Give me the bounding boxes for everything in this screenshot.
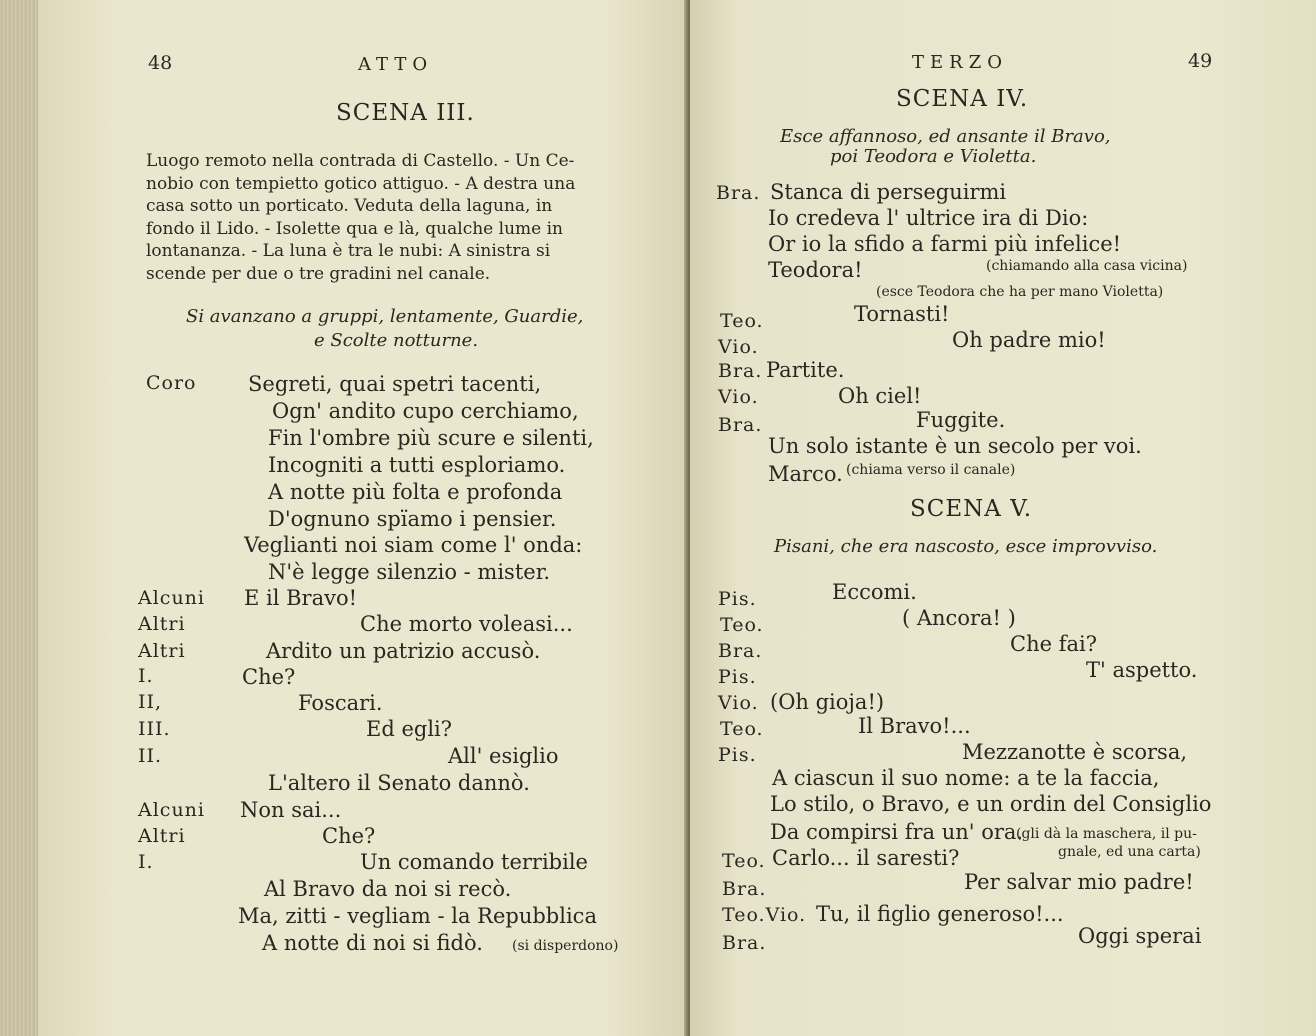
speaker-label: Coro: [146, 372, 197, 394]
verse-line: Non sai...: [240, 798, 342, 822]
stage-direction: Esce affannoso, ed ansante il Bravo,: [780, 126, 1111, 147]
speaker-label: Bra.: [716, 182, 761, 204]
speaker-label: Teo.: [720, 614, 764, 636]
verse-line: Fuggite.: [916, 408, 1006, 432]
speaker-label: Teo.Vio.: [722, 904, 807, 926]
verse-line: ( Ancora! ): [902, 606, 1016, 630]
page-number: 49: [1188, 50, 1213, 72]
verse-line: Un comando terribile: [360, 850, 588, 874]
description-line: Luogo remoto nella contrada di Castello. - Un Ce-: [146, 151, 575, 171]
description-line: fondo il Lido. - Isolette qua e là, qualche lume in: [146, 218, 563, 239]
verse-line: Incogniti a tutti esploriamo.: [268, 453, 566, 477]
verse-line: Che?: [242, 665, 296, 689]
speaker-label: III.: [138, 718, 171, 740]
speaker-label: Altri: [138, 825, 186, 847]
verse-line: All' esiglio: [448, 744, 559, 768]
speaker-label: Pis.: [718, 666, 757, 688]
verse-line: Foscari.: [298, 691, 383, 715]
right-page: [690, 0, 1316, 1036]
speaker-label: Vio.: [718, 336, 759, 358]
stage-direction: poi Teodora e Violetta.: [830, 146, 1037, 167]
verse-line: Ma, zitti - vegliam - la Repubblica: [238, 904, 597, 928]
speaker-label: Altri: [138, 640, 186, 662]
verse-line: Ogn' andito cupo cerchiamo,: [272, 399, 579, 423]
scene-title: SCENA IV.: [896, 86, 1029, 112]
verse-line: Oh padre mio!: [952, 328, 1106, 352]
speaker-label: Bra.: [718, 414, 763, 436]
speaker-label: Altri: [138, 613, 186, 635]
verse-line: Io credeva l' ultrice ira di Dio:: [768, 206, 1089, 230]
stage-direction: Pisani, che era nascosto, esce improvviso.: [774, 536, 1158, 557]
stage-direction: e Scolte notturne.: [314, 330, 479, 351]
speaker-label: Teo.: [722, 850, 766, 872]
stage-direction: Si avanzano a gruppi, lentamente, Guardie,: [186, 306, 584, 327]
verse-line: Segreti, quai spetri tacenti,: [248, 372, 542, 396]
verse-line: (Oh gioja!): [770, 690, 885, 714]
speaker-label: II.: [138, 745, 163, 767]
verse-line: Teodora!: [768, 258, 863, 282]
verse-line: Oggi sperai: [1078, 924, 1202, 948]
speaker-label: I.: [138, 851, 154, 873]
description-line: lontananza. - La luna è tra le nubi: A sinistra si: [146, 241, 551, 261]
verse-line: Marco.: [768, 462, 843, 486]
verse-line: Ed egli?: [366, 717, 453, 741]
verse-line: A notte più folta e profonda: [268, 480, 563, 504]
stage-direction: (gli dà la maschera, il pu-: [1016, 826, 1197, 842]
verse-line: Tu, il figlio generoso!...: [816, 902, 1064, 926]
speaker-label: Pis.: [718, 744, 757, 766]
verse-line: Lo stilo, o Bravo, e un ordin del Consiglio: [770, 792, 1212, 816]
stage-direction: gnale, ed una carta): [1058, 844, 1201, 860]
verse-line: Ardito un patrizio accusò.: [266, 639, 541, 663]
verse-line: Che fai?: [1010, 632, 1097, 656]
page-number: 48: [148, 52, 173, 74]
speaker-label: Teo.: [720, 310, 764, 332]
verse-line: E il Bravo!: [244, 586, 358, 610]
stage-direction: (chiama verso il canale): [846, 462, 1016, 478]
verse-line: A ciascun il suo nome: a te la faccia,: [772, 766, 1160, 790]
verse-line: Stanca di perseguirmi: [770, 180, 1007, 204]
verse-line: Per salvar mio padre!: [964, 870, 1194, 894]
verse-line: Che?: [322, 824, 376, 848]
speaker-label: Bra.: [722, 932, 767, 954]
running-head: TERZO: [912, 52, 1008, 73]
verse-line: Fin l'ombre più scure e silenti,: [268, 426, 594, 450]
speaker-label: Vio.: [718, 692, 759, 714]
speaker-label: Bra.: [718, 360, 763, 382]
verse-line: D'ognuno spïamo i pensier.: [268, 507, 557, 531]
speaker-label: Bra.: [722, 878, 767, 900]
description-line: casa sotto un porticato. Veduta della laguna, in: [146, 196, 553, 216]
speaker-label: Alcuni: [138, 799, 205, 821]
scene-description: [146, 150, 575, 285]
speaker-label: II,: [138, 691, 163, 713]
verse-line: Il Bravo!...: [858, 714, 971, 738]
verse-line: Mezzanotte è scorsa,: [962, 740, 1188, 764]
speaker-label: Pis.: [718, 588, 757, 610]
speaker-label: Vio.: [718, 386, 759, 408]
verse-line: Tornasti!: [854, 302, 950, 326]
verse-line: Eccomi.: [832, 580, 917, 604]
verse-line: N'è legge silenzio - mister.: [268, 560, 551, 584]
verse-line: Or io la sfido a farmi più infelice!: [768, 232, 1122, 256]
verse-line: Da compirsi fra un' ora.: [770, 820, 1024, 844]
verse-line: L'altero il Senato dannò.: [268, 771, 530, 795]
running-head: ATTO: [358, 54, 434, 75]
speaker-label: Bra.: [718, 640, 763, 662]
page-edges: [0, 0, 38, 1036]
verse-line: Carlo... il saresti?: [772, 846, 960, 870]
description-line: scende per due o tre gradini nel canale.: [146, 263, 491, 284]
description-line: nobio con tempietto gotico attiguo. - A destra una: [146, 173, 576, 194]
verse-line: Veglianti noi siam come l' onda:: [244, 533, 583, 557]
stage-direction: (chiamando alla casa vicina): [986, 258, 1188, 274]
verse-line: T' aspetto.: [1086, 658, 1198, 682]
verse-line: Al Bravo da noi si recò.: [264, 877, 512, 901]
scene-title: SCENA V.: [910, 496, 1033, 522]
verse-line: Un solo istante è un secolo per voi.: [768, 434, 1142, 458]
speaker-label: I.: [138, 665, 154, 687]
scene-title: SCENA III.: [336, 100, 475, 126]
verse-line: Partite.: [766, 358, 845, 382]
verse-line: A notte di noi si fidò.: [262, 931, 483, 955]
verse-line: Oh ciel!: [838, 384, 922, 408]
speaker-label: Teo.: [720, 718, 764, 740]
speaker-label: Alcuni: [138, 587, 205, 609]
stage-direction: (esce Teodora che ha per mano Violetta): [876, 284, 1164, 300]
stage-direction: (si disperdono): [512, 938, 619, 954]
verse-line: Che morto voleasi...: [360, 612, 573, 636]
